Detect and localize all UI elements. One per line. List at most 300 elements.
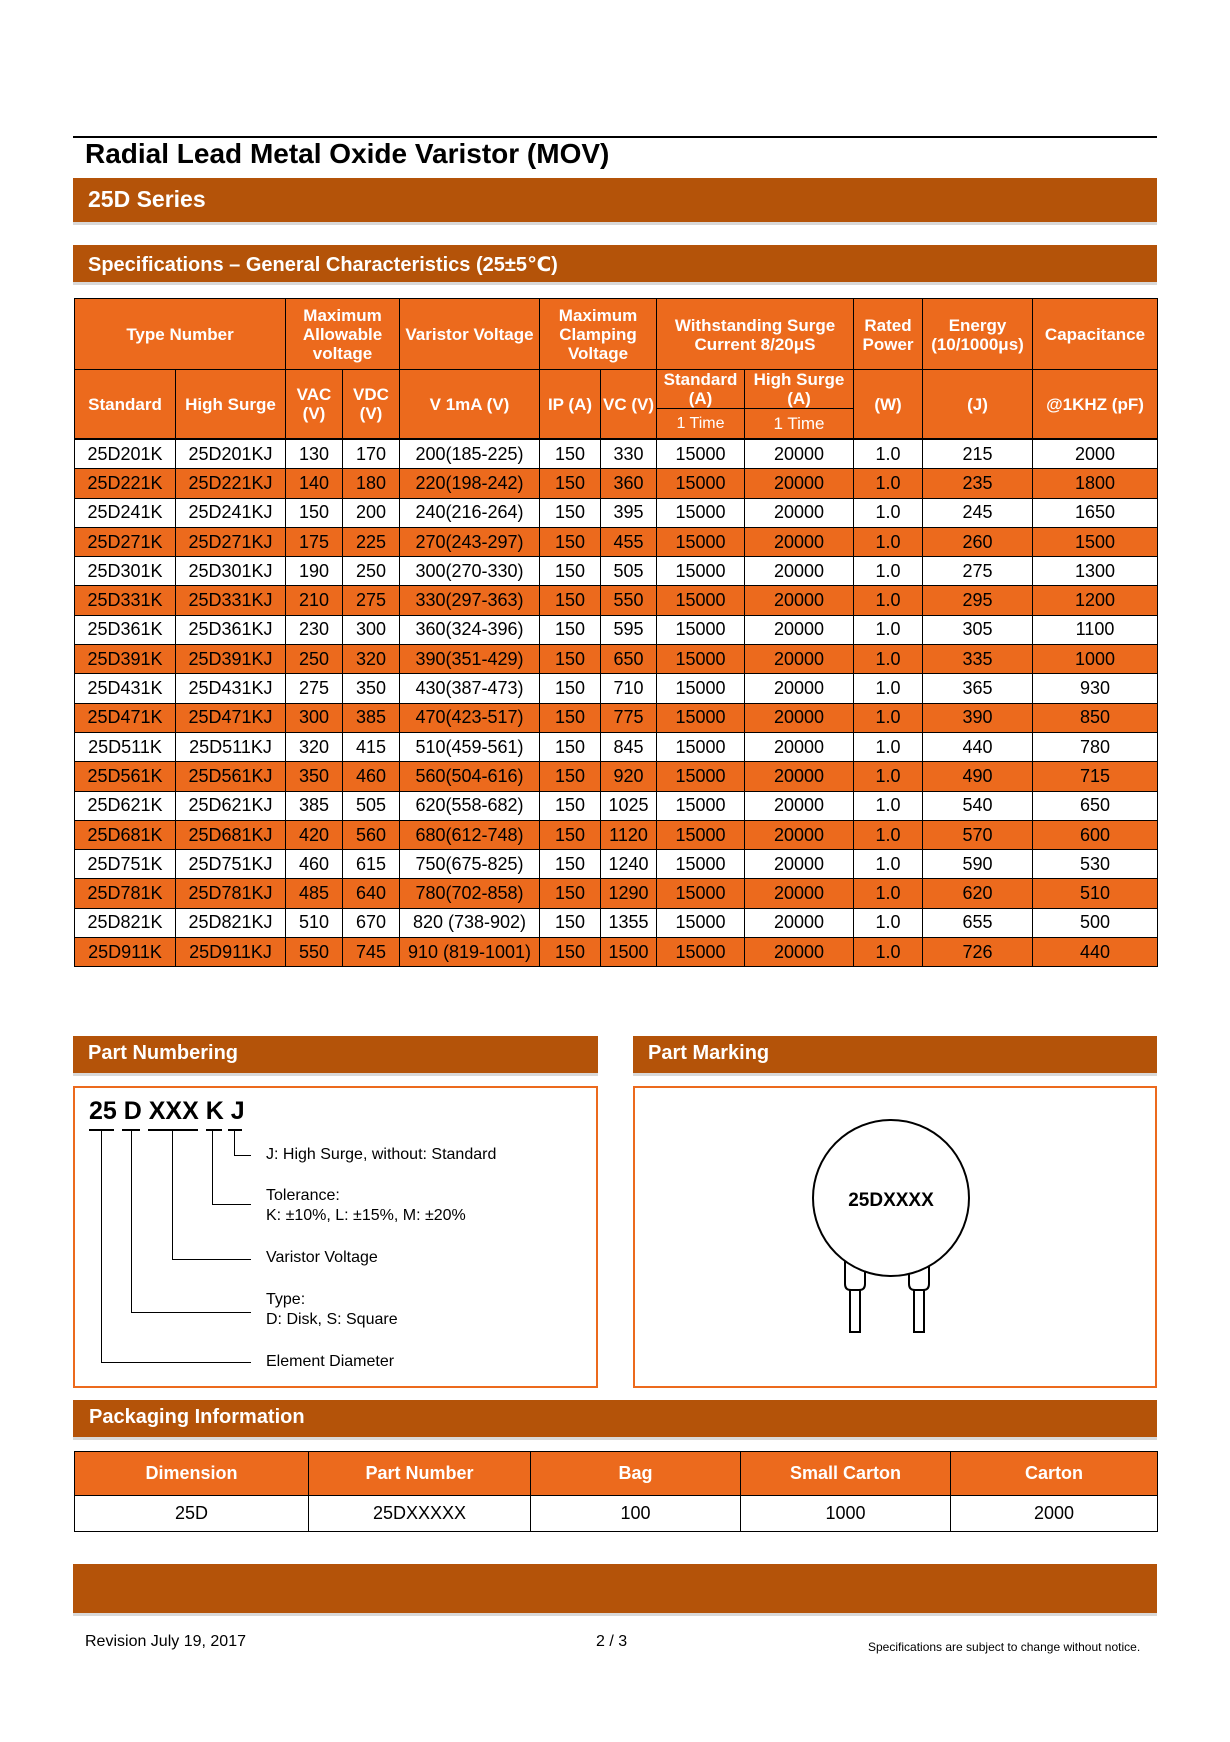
cell-vdc: 225 bbox=[343, 527, 400, 556]
cell-vdc: 200 bbox=[343, 498, 400, 527]
cell-power: 1.0 bbox=[854, 908, 923, 937]
cell-high-surge: 25D821KJ bbox=[176, 908, 286, 937]
cell-v1ma: 360(324-396) bbox=[400, 615, 540, 644]
cell-capacitance: 1200 bbox=[1033, 586, 1158, 615]
pk-bag: 100 bbox=[531, 1496, 741, 1532]
cell-power: 1.0 bbox=[854, 850, 923, 879]
cell-power: 1.0 bbox=[854, 498, 923, 527]
cell-ip: 150 bbox=[540, 732, 601, 761]
part-code: 25 D XXX K J bbox=[89, 1097, 245, 1125]
cell-power: 1.0 bbox=[854, 879, 923, 908]
cell-standard: 25D271K bbox=[75, 527, 176, 556]
table-row bbox=[75, 527, 1158, 556]
cell-surge-high: 20000 bbox=[745, 908, 854, 937]
cell-energy: 335 bbox=[923, 645, 1033, 674]
cell-ip: 150 bbox=[540, 527, 601, 556]
cell-surge-high: 20000 bbox=[745, 703, 854, 732]
cell-vdc: 180 bbox=[343, 469, 400, 498]
cell-vdc: 460 bbox=[343, 762, 400, 791]
cell-high-surge: 25D471KJ bbox=[176, 703, 286, 732]
th-one-time-high: 1 Time bbox=[745, 409, 854, 439]
cell-vac: 350 bbox=[286, 762, 343, 791]
pk-dimension: 25D bbox=[75, 1496, 309, 1532]
cell-energy: 260 bbox=[923, 527, 1033, 556]
cell-ip: 150 bbox=[540, 645, 601, 674]
cell-vc: 595 bbox=[601, 615, 657, 644]
th-vdc: VDC (V) bbox=[343, 370, 400, 439]
table-row bbox=[75, 879, 1158, 908]
table-row bbox=[75, 557, 1158, 586]
cell-surge-standard: 15000 bbox=[657, 498, 745, 527]
cell-v1ma: 510(459-561) bbox=[400, 732, 540, 761]
cell-surge-standard: 15000 bbox=[657, 645, 745, 674]
spec-table bbox=[74, 298, 1158, 371]
cell-ip: 150 bbox=[540, 791, 601, 820]
pk-th-small-carton: Small Carton bbox=[741, 1452, 951, 1496]
cell-surge-high: 20000 bbox=[745, 440, 854, 469]
footer-banner bbox=[73, 1564, 1157, 1616]
cell-energy: 305 bbox=[923, 615, 1033, 644]
cell-vc: 1025 bbox=[601, 791, 657, 820]
cell-high-surge: 25D911KJ bbox=[176, 938, 286, 967]
cell-standard: 25D391K bbox=[75, 645, 176, 674]
table-row bbox=[75, 732, 1158, 761]
cell-standard: 25D561K bbox=[75, 762, 176, 791]
cell-surge-standard: 15000 bbox=[657, 557, 745, 586]
cell-vc: 1120 bbox=[601, 820, 657, 849]
pk-th-part-number: Part Number bbox=[309, 1452, 531, 1496]
cell-capacitance: 1000 bbox=[1033, 645, 1158, 674]
cell-surge-high: 20000 bbox=[745, 645, 854, 674]
cell-capacitance: 2000 bbox=[1033, 440, 1158, 469]
cell-capacitance: 715 bbox=[1033, 762, 1158, 791]
cell-high-surge: 25D511KJ bbox=[176, 732, 286, 761]
tolerance-values: K: ±10%, L: ±15%, M: ±20% bbox=[266, 1207, 466, 1224]
cell-surge-standard: 15000 bbox=[657, 703, 745, 732]
table-row bbox=[75, 703, 1158, 732]
cell-energy: 235 bbox=[923, 469, 1033, 498]
cell-vdc: 170 bbox=[343, 440, 400, 469]
cell-surge-standard: 15000 bbox=[657, 879, 745, 908]
cell-energy: 245 bbox=[923, 498, 1033, 527]
cell-surge-high: 20000 bbox=[745, 674, 854, 703]
cell-capacitance: 1800 bbox=[1033, 469, 1158, 498]
cell-v1ma: 780(702-858) bbox=[400, 879, 540, 908]
table-row bbox=[75, 498, 1158, 527]
cell-high-surge: 25D431KJ bbox=[176, 674, 286, 703]
leader-voltage-v bbox=[172, 1131, 173, 1259]
cell-vc: 330 bbox=[601, 440, 657, 469]
cell-high-surge: 25D781KJ bbox=[176, 879, 286, 908]
th-standard: Standard bbox=[75, 370, 176, 439]
th-surge-standard: Standard (A) bbox=[657, 370, 745, 409]
cell-ip: 150 bbox=[540, 498, 601, 527]
packaging-table bbox=[74, 1451, 1158, 1532]
table-row bbox=[75, 674, 1158, 703]
cell-vc: 650 bbox=[601, 645, 657, 674]
document-title: Radial Lead Metal Oxide Varistor (MOV) bbox=[85, 138, 610, 169]
cell-surge-standard: 15000 bbox=[657, 820, 745, 849]
table-row bbox=[75, 850, 1158, 879]
th-energy: Energy (10/1000μs) bbox=[923, 299, 1033, 371]
page-number: 2 / 3 bbox=[596, 1633, 628, 1650]
table-row bbox=[75, 820, 1158, 849]
cell-surge-standard: 15000 bbox=[657, 586, 745, 615]
cell-ip: 150 bbox=[540, 586, 601, 615]
cell-vc: 360 bbox=[601, 469, 657, 498]
cell-standard: 25D751K bbox=[75, 850, 176, 879]
cell-high-surge: 25D391KJ bbox=[176, 645, 286, 674]
cell-v1ma: 390(351-429) bbox=[400, 645, 540, 674]
th-max-allowable-voltage: Maximum Allowable voltage bbox=[286, 299, 400, 371]
table-row bbox=[75, 615, 1158, 644]
cell-high-surge: 25D221KJ bbox=[176, 469, 286, 498]
leader-tolerance-h bbox=[212, 1204, 251, 1205]
pk-small-carton: 1000 bbox=[741, 1496, 951, 1532]
cell-v1ma: 620(558-682) bbox=[400, 791, 540, 820]
cell-surge-high: 20000 bbox=[745, 732, 854, 761]
th-cap-unit: @1KHZ (pF) bbox=[1033, 370, 1158, 439]
cell-ip: 150 bbox=[540, 762, 601, 791]
packaging-banner: Packaging Information bbox=[73, 1400, 1157, 1440]
th-energy-unit: (J) bbox=[923, 370, 1033, 439]
cell-v1ma: 820 (738-902) bbox=[400, 908, 540, 937]
cell-surge-standard: 15000 bbox=[657, 440, 745, 469]
marking-text: 25DXXXX bbox=[848, 1190, 934, 1211]
cell-energy: 540 bbox=[923, 791, 1033, 820]
cell-capacitance: 1650 bbox=[1033, 498, 1158, 527]
cell-vdc: 415 bbox=[343, 732, 400, 761]
cell-vdc: 300 bbox=[343, 615, 400, 644]
cell-power: 1.0 bbox=[854, 557, 923, 586]
cell-power: 1.0 bbox=[854, 820, 923, 849]
cell-capacitance: 850 bbox=[1033, 703, 1158, 732]
cell-capacitance: 530 bbox=[1033, 850, 1158, 879]
cell-surge-high: 20000 bbox=[745, 938, 854, 967]
table-row bbox=[75, 645, 1158, 674]
cell-capacitance: 440 bbox=[1033, 938, 1158, 967]
cell-vc: 775 bbox=[601, 703, 657, 732]
cell-surge-standard: 15000 bbox=[657, 791, 745, 820]
cell-standard: 25D781K bbox=[75, 879, 176, 908]
cell-vdc: 320 bbox=[343, 645, 400, 674]
cell-vdc: 275 bbox=[343, 586, 400, 615]
cell-v1ma: 220(198-242) bbox=[400, 469, 540, 498]
cell-surge-standard: 15000 bbox=[657, 674, 745, 703]
cell-standard: 25D361K bbox=[75, 615, 176, 644]
cell-capacitance: 510 bbox=[1033, 879, 1158, 908]
th-rated-power: Rated Power bbox=[854, 299, 923, 371]
cell-standard: 25D911K bbox=[75, 938, 176, 967]
cell-power: 1.0 bbox=[854, 586, 923, 615]
th-power-unit: (W) bbox=[854, 370, 923, 439]
cell-vac: 175 bbox=[286, 527, 343, 556]
cell-high-surge: 25D271KJ bbox=[176, 527, 286, 556]
cell-surge-standard: 15000 bbox=[657, 615, 745, 644]
th-v1ma: V 1mA (V) bbox=[400, 370, 540, 439]
cell-power: 1.0 bbox=[854, 703, 923, 732]
cell-standard: 25D331K bbox=[75, 586, 176, 615]
pk-th-dimension: Dimension bbox=[75, 1452, 309, 1496]
cell-vac: 550 bbox=[286, 938, 343, 967]
cell-power: 1.0 bbox=[854, 762, 923, 791]
cell-ip: 150 bbox=[540, 469, 601, 498]
cell-vc: 505 bbox=[601, 557, 657, 586]
cell-vc: 1290 bbox=[601, 879, 657, 908]
cell-energy: 570 bbox=[923, 820, 1033, 849]
cell-surge-high: 20000 bbox=[745, 527, 854, 556]
leader-diameter-v bbox=[101, 1131, 102, 1362]
leader-diameter-h bbox=[101, 1362, 251, 1363]
leader-j-h bbox=[234, 1155, 251, 1156]
cell-surge-high: 20000 bbox=[745, 557, 854, 586]
revision-date: Revision July 19, 2017 bbox=[85, 1633, 246, 1650]
cell-v1ma: 300(270-330) bbox=[400, 557, 540, 586]
code-underline-k bbox=[206, 1129, 222, 1131]
table-row bbox=[75, 440, 1158, 469]
cell-energy: 655 bbox=[923, 908, 1033, 937]
leader-type-h bbox=[131, 1312, 251, 1313]
cell-vac: 320 bbox=[286, 732, 343, 761]
cell-high-surge: 25D621KJ bbox=[176, 791, 286, 820]
cell-surge-standard: 15000 bbox=[657, 762, 745, 791]
table-row bbox=[75, 469, 1158, 498]
cell-v1ma: 910 (819-1001) bbox=[400, 938, 540, 967]
cell-ip: 150 bbox=[540, 440, 601, 469]
cell-vc: 455 bbox=[601, 527, 657, 556]
cell-standard: 25D241K bbox=[75, 498, 176, 527]
table-row bbox=[75, 908, 1158, 937]
th-surge-high: High Surge (A) bbox=[745, 370, 854, 409]
spec-section-banner: Specifications – General Characteristics (25±5℃) bbox=[73, 245, 1157, 285]
cell-v1ma: 200(185-225) bbox=[400, 440, 540, 469]
th-varistor-voltage: Varistor Voltage bbox=[400, 299, 540, 371]
cell-power: 1.0 bbox=[854, 440, 923, 469]
cell-vdc: 385 bbox=[343, 703, 400, 732]
type-values: D: Disk, S: Square bbox=[266, 1311, 398, 1328]
cell-energy: 365 bbox=[923, 674, 1033, 703]
cell-high-surge: 25D331KJ bbox=[176, 586, 286, 615]
part-numbering-banner: Part Numbering bbox=[73, 1036, 598, 1076]
th-capacitance: Capacitance bbox=[1033, 299, 1158, 371]
cell-standard: 25D821K bbox=[75, 908, 176, 937]
cell-standard: 25D301K bbox=[75, 557, 176, 586]
spec-subheader bbox=[74, 369, 1158, 439]
series-banner: 25D Series bbox=[73, 178, 1157, 225]
cell-surge-standard: 15000 bbox=[657, 469, 745, 498]
cell-surge-high: 20000 bbox=[745, 469, 854, 498]
cell-ip: 150 bbox=[540, 879, 601, 908]
cell-surge-standard: 15000 bbox=[657, 732, 745, 761]
cell-vac: 300 bbox=[286, 703, 343, 732]
cell-energy: 275 bbox=[923, 557, 1033, 586]
cell-capacitance: 1100 bbox=[1033, 615, 1158, 644]
cell-high-surge: 25D561KJ bbox=[176, 762, 286, 791]
pk-th-bag: Bag bbox=[531, 1452, 741, 1496]
th-high-surge: High Surge bbox=[176, 370, 286, 439]
cell-vac: 150 bbox=[286, 498, 343, 527]
cell-surge-standard: 15000 bbox=[657, 938, 745, 967]
cell-v1ma: 750(675-825) bbox=[400, 850, 540, 879]
cell-vdc: 350 bbox=[343, 674, 400, 703]
th-vac: VAC (V) bbox=[286, 370, 343, 439]
cell-vc: 1500 bbox=[601, 938, 657, 967]
cell-capacitance: 1500 bbox=[1033, 527, 1158, 556]
cell-vdc: 745 bbox=[343, 938, 400, 967]
table-row bbox=[75, 938, 1158, 967]
cell-energy: 390 bbox=[923, 703, 1033, 732]
cell-high-surge: 25D301KJ bbox=[176, 557, 286, 586]
cell-high-surge: 25D201KJ bbox=[176, 440, 286, 469]
th-max-clamping-voltage: Maximum Clamping Voltage bbox=[540, 299, 657, 371]
cell-standard: 25D471K bbox=[75, 703, 176, 732]
cell-ip: 150 bbox=[540, 938, 601, 967]
cell-power: 1.0 bbox=[854, 615, 923, 644]
cell-ip: 150 bbox=[540, 908, 601, 937]
cell-ip: 150 bbox=[540, 615, 601, 644]
cell-vac: 140 bbox=[286, 469, 343, 498]
cell-energy: 295 bbox=[923, 586, 1033, 615]
th-withstanding-surge-current: Withstanding Surge Current 8/20μS bbox=[657, 299, 854, 371]
varistor-drawing bbox=[633, 1086, 1157, 1388]
cell-power: 1.0 bbox=[854, 645, 923, 674]
part-numbering-box bbox=[73, 1086, 598, 1388]
cell-vc: 395 bbox=[601, 498, 657, 527]
table-row bbox=[75, 586, 1158, 615]
cell-vac: 250 bbox=[286, 645, 343, 674]
leader-tolerance-v bbox=[212, 1131, 213, 1204]
spec-body bbox=[74, 439, 1158, 967]
cell-vac: 210 bbox=[286, 586, 343, 615]
cell-power: 1.0 bbox=[854, 527, 923, 556]
cell-energy: 726 bbox=[923, 938, 1033, 967]
cell-vc: 1240 bbox=[601, 850, 657, 879]
cell-capacitance: 930 bbox=[1033, 674, 1158, 703]
cell-standard: 25D221K bbox=[75, 469, 176, 498]
cell-v1ma: 270(243-297) bbox=[400, 527, 540, 556]
cell-v1ma: 680(612-748) bbox=[400, 820, 540, 849]
cell-vac: 190 bbox=[286, 557, 343, 586]
cell-energy: 620 bbox=[923, 879, 1033, 908]
cell-ip: 150 bbox=[540, 850, 601, 879]
cell-vc: 845 bbox=[601, 732, 657, 761]
cell-high-surge: 25D241KJ bbox=[176, 498, 286, 527]
cell-surge-standard: 15000 bbox=[657, 527, 745, 556]
cell-high-surge: 25D361KJ bbox=[176, 615, 286, 644]
cell-surge-high: 20000 bbox=[745, 762, 854, 791]
cell-vdc: 615 bbox=[343, 850, 400, 879]
cell-vc: 710 bbox=[601, 674, 657, 703]
pk-th-carton: Carton bbox=[951, 1452, 1158, 1496]
leader-j-v bbox=[234, 1131, 235, 1155]
cell-surge-standard: 15000 bbox=[657, 850, 745, 879]
pk-carton: 2000 bbox=[951, 1496, 1158, 1532]
cell-vdc: 560 bbox=[343, 820, 400, 849]
th-ip: IP (A) bbox=[540, 370, 601, 439]
cell-energy: 590 bbox=[923, 850, 1033, 879]
change-notice: Specifications are subject to change without notice. bbox=[868, 1640, 1141, 1654]
table-row bbox=[75, 762, 1158, 791]
th-type-number: Type Number bbox=[75, 299, 286, 371]
cell-standard: 25D681K bbox=[75, 820, 176, 849]
element-diameter-label: Element Diameter bbox=[266, 1353, 395, 1370]
cell-capacitance: 650 bbox=[1033, 791, 1158, 820]
cell-vac: 230 bbox=[286, 615, 343, 644]
cell-ip: 150 bbox=[540, 674, 601, 703]
cell-surge-high: 20000 bbox=[745, 498, 854, 527]
cell-vac: 420 bbox=[286, 820, 343, 849]
cell-vac: 485 bbox=[286, 879, 343, 908]
cell-vdc: 505 bbox=[343, 791, 400, 820]
cell-surge-high: 20000 bbox=[745, 820, 854, 849]
cell-power: 1.0 bbox=[854, 469, 923, 498]
cell-vc: 920 bbox=[601, 762, 657, 791]
cell-vac: 460 bbox=[286, 850, 343, 879]
cell-v1ma: 330(297-363) bbox=[400, 586, 540, 615]
cell-standard: 25D431K bbox=[75, 674, 176, 703]
cell-energy: 440 bbox=[923, 732, 1033, 761]
cell-surge-high: 20000 bbox=[745, 879, 854, 908]
cell-v1ma: 560(504-616) bbox=[400, 762, 540, 791]
cell-vc: 1355 bbox=[601, 908, 657, 937]
cell-vac: 510 bbox=[286, 908, 343, 937]
cell-vdc: 640 bbox=[343, 879, 400, 908]
cell-vac: 385 bbox=[286, 791, 343, 820]
cell-v1ma: 240(216-264) bbox=[400, 498, 540, 527]
cell-surge-high: 20000 bbox=[745, 791, 854, 820]
j-description: J: High Surge, without: Standard bbox=[266, 1146, 497, 1163]
th-vc: VC (V) bbox=[601, 370, 657, 439]
cell-v1ma: 470(423-517) bbox=[400, 703, 540, 732]
th-one-time-standard: 1 Time bbox=[657, 409, 745, 439]
cell-surge-high: 20000 bbox=[745, 586, 854, 615]
cell-energy: 215 bbox=[923, 440, 1033, 469]
cell-vdc: 250 bbox=[343, 557, 400, 586]
cell-ip: 150 bbox=[540, 820, 601, 849]
table-row bbox=[75, 791, 1158, 820]
cell-capacitance: 600 bbox=[1033, 820, 1158, 849]
cell-surge-high: 20000 bbox=[745, 850, 854, 879]
leader-voltage-h bbox=[172, 1259, 251, 1260]
cell-ip: 150 bbox=[540, 703, 601, 732]
code-underline-j bbox=[228, 1129, 242, 1131]
pk-part-number: 25DXXXXX bbox=[309, 1496, 531, 1532]
tolerance-label: Tolerance: bbox=[266, 1187, 340, 1204]
varistor-voltage-label: Varistor Voltage bbox=[266, 1249, 378, 1266]
cell-energy: 490 bbox=[923, 762, 1033, 791]
cell-standard: 25D511K bbox=[75, 732, 176, 761]
cell-vc: 550 bbox=[601, 586, 657, 615]
code-underline-xxx bbox=[148, 1129, 198, 1131]
cell-vdc: 670 bbox=[343, 908, 400, 937]
cell-power: 1.0 bbox=[854, 791, 923, 820]
cell-surge-high: 20000 bbox=[745, 615, 854, 644]
cell-capacitance: 780 bbox=[1033, 732, 1158, 761]
cell-standard: 25D201K bbox=[75, 440, 176, 469]
cell-v1ma: 430(387-473) bbox=[400, 674, 540, 703]
cell-capacitance: 1300 bbox=[1033, 557, 1158, 586]
cell-surge-standard: 15000 bbox=[657, 908, 745, 937]
cell-vac: 130 bbox=[286, 440, 343, 469]
cell-high-surge: 25D751KJ bbox=[176, 850, 286, 879]
cell-high-surge: 25D681KJ bbox=[176, 820, 286, 849]
leader-type-v bbox=[131, 1131, 132, 1312]
cell-power: 1.0 bbox=[854, 674, 923, 703]
cell-vac: 275 bbox=[286, 674, 343, 703]
cell-standard: 25D621K bbox=[75, 791, 176, 820]
cell-capacitance: 500 bbox=[1033, 908, 1158, 937]
cell-ip: 150 bbox=[540, 557, 601, 586]
